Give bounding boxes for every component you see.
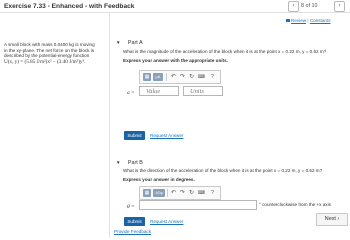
part-b-header[interactable]: [116, 151, 143, 169]
link-separator: |: [307, 18, 309, 23]
part-a-variable: a =: [127, 90, 135, 96]
part-a-request-answer-link[interactable]: Request Answer: [150, 133, 184, 138]
part-b-toolbar: [139, 186, 221, 200]
previous-button[interactable]: ‹: [288, 1, 299, 12]
header-divider: [0, 12, 350, 13]
potential-formula: U(x, y) = (5.85 J/m²)x² − (3.40 J/m³)y³.: [4, 59, 86, 65]
keyboard-icon[interactable]: ⌨: [197, 190, 206, 196]
templates-icon[interactable]: ▦: [144, 74, 150, 80]
keyboard-icon[interactable]: ⌨: [197, 74, 206, 80]
provide-feedback-link[interactable]: Provide Feedback: [114, 229, 152, 234]
theta-input[interactable]: [139, 200, 257, 210]
part-a-title: Part A: [127, 40, 143, 46]
units-input[interactable]: Units: [183, 86, 223, 96]
pager-text: 8 of 10: [301, 3, 318, 9]
toolbar-separator: [167, 189, 168, 197]
templates-icon[interactable]: ▦: [144, 190, 150, 196]
redo-icon[interactable]: ↷: [179, 74, 186, 80]
constants-link[interactable]: Constants: [309, 18, 331, 23]
part-b-submit-button[interactable]: Submit: [124, 217, 145, 226]
undo-icon[interactable]: ↶: [170, 74, 177, 80]
reset-icon[interactable]: ↻: [188, 190, 195, 196]
next-button[interactable]: Next ›: [316, 213, 348, 226]
part-a-toolbar: [139, 70, 221, 84]
part-b-question: What is the direction of the acceleration of the block when it is at the point x = 0.22 m, y = 0.52 m?: [123, 168, 323, 173]
review-link[interactable]: Review: [291, 18, 307, 23]
help-icon[interactable]: ?: [211, 190, 214, 196]
next-arrow-button[interactable]: ›: [334, 1, 345, 12]
part-a-question: What is the magnitude of the acceleration of the block when it is at the point x = 0.22 m, y = 0.52 m?: [123, 49, 327, 54]
collapse-caret-icon: ▼: [116, 40, 121, 45]
collapse-caret-icon: ▼: [116, 160, 121, 165]
help-icon[interactable]: ?: [211, 74, 214, 80]
reset-icon[interactable]: ↻: [188, 74, 195, 80]
part-b-request-answer-link[interactable]: Request Answer: [150, 219, 184, 224]
exercise-title: Exercise 7.33 - Enhanced - with Feedback: [4, 3, 135, 10]
undo-icon[interactable]: ↶: [170, 190, 177, 196]
part-b-variable: θ =: [127, 204, 135, 210]
part-a-instruction: Express your answer with the appropriate units.: [123, 58, 228, 63]
part-b-instruction: Express your answer in degrees.: [123, 177, 195, 182]
redo-icon[interactable]: ↷: [179, 190, 186, 196]
sigma-icon[interactable]: ΑΣφ: [153, 189, 165, 197]
toolbar-separator: [166, 73, 167, 81]
part-a-submit-button[interactable]: Submit: [124, 131, 145, 140]
part-b-suffix: ° counterclockwise from the +x axis: [259, 202, 331, 207]
mu-icon[interactable]: μA: [153, 73, 163, 81]
review-constants-links: [286, 18, 331, 23]
review-icon: [286, 19, 290, 22]
problem-statement: A small block with mass 0.0400 kg is moving in the xy-plane. The net force on the block is described by the potential-energy function: [4, 42, 95, 59]
value-input[interactable]: Value: [139, 86, 179, 96]
part-a-header[interactable]: [116, 31, 143, 49]
part-b-title: Part B: [127, 160, 143, 166]
panel-divider: [109, 13, 110, 238]
